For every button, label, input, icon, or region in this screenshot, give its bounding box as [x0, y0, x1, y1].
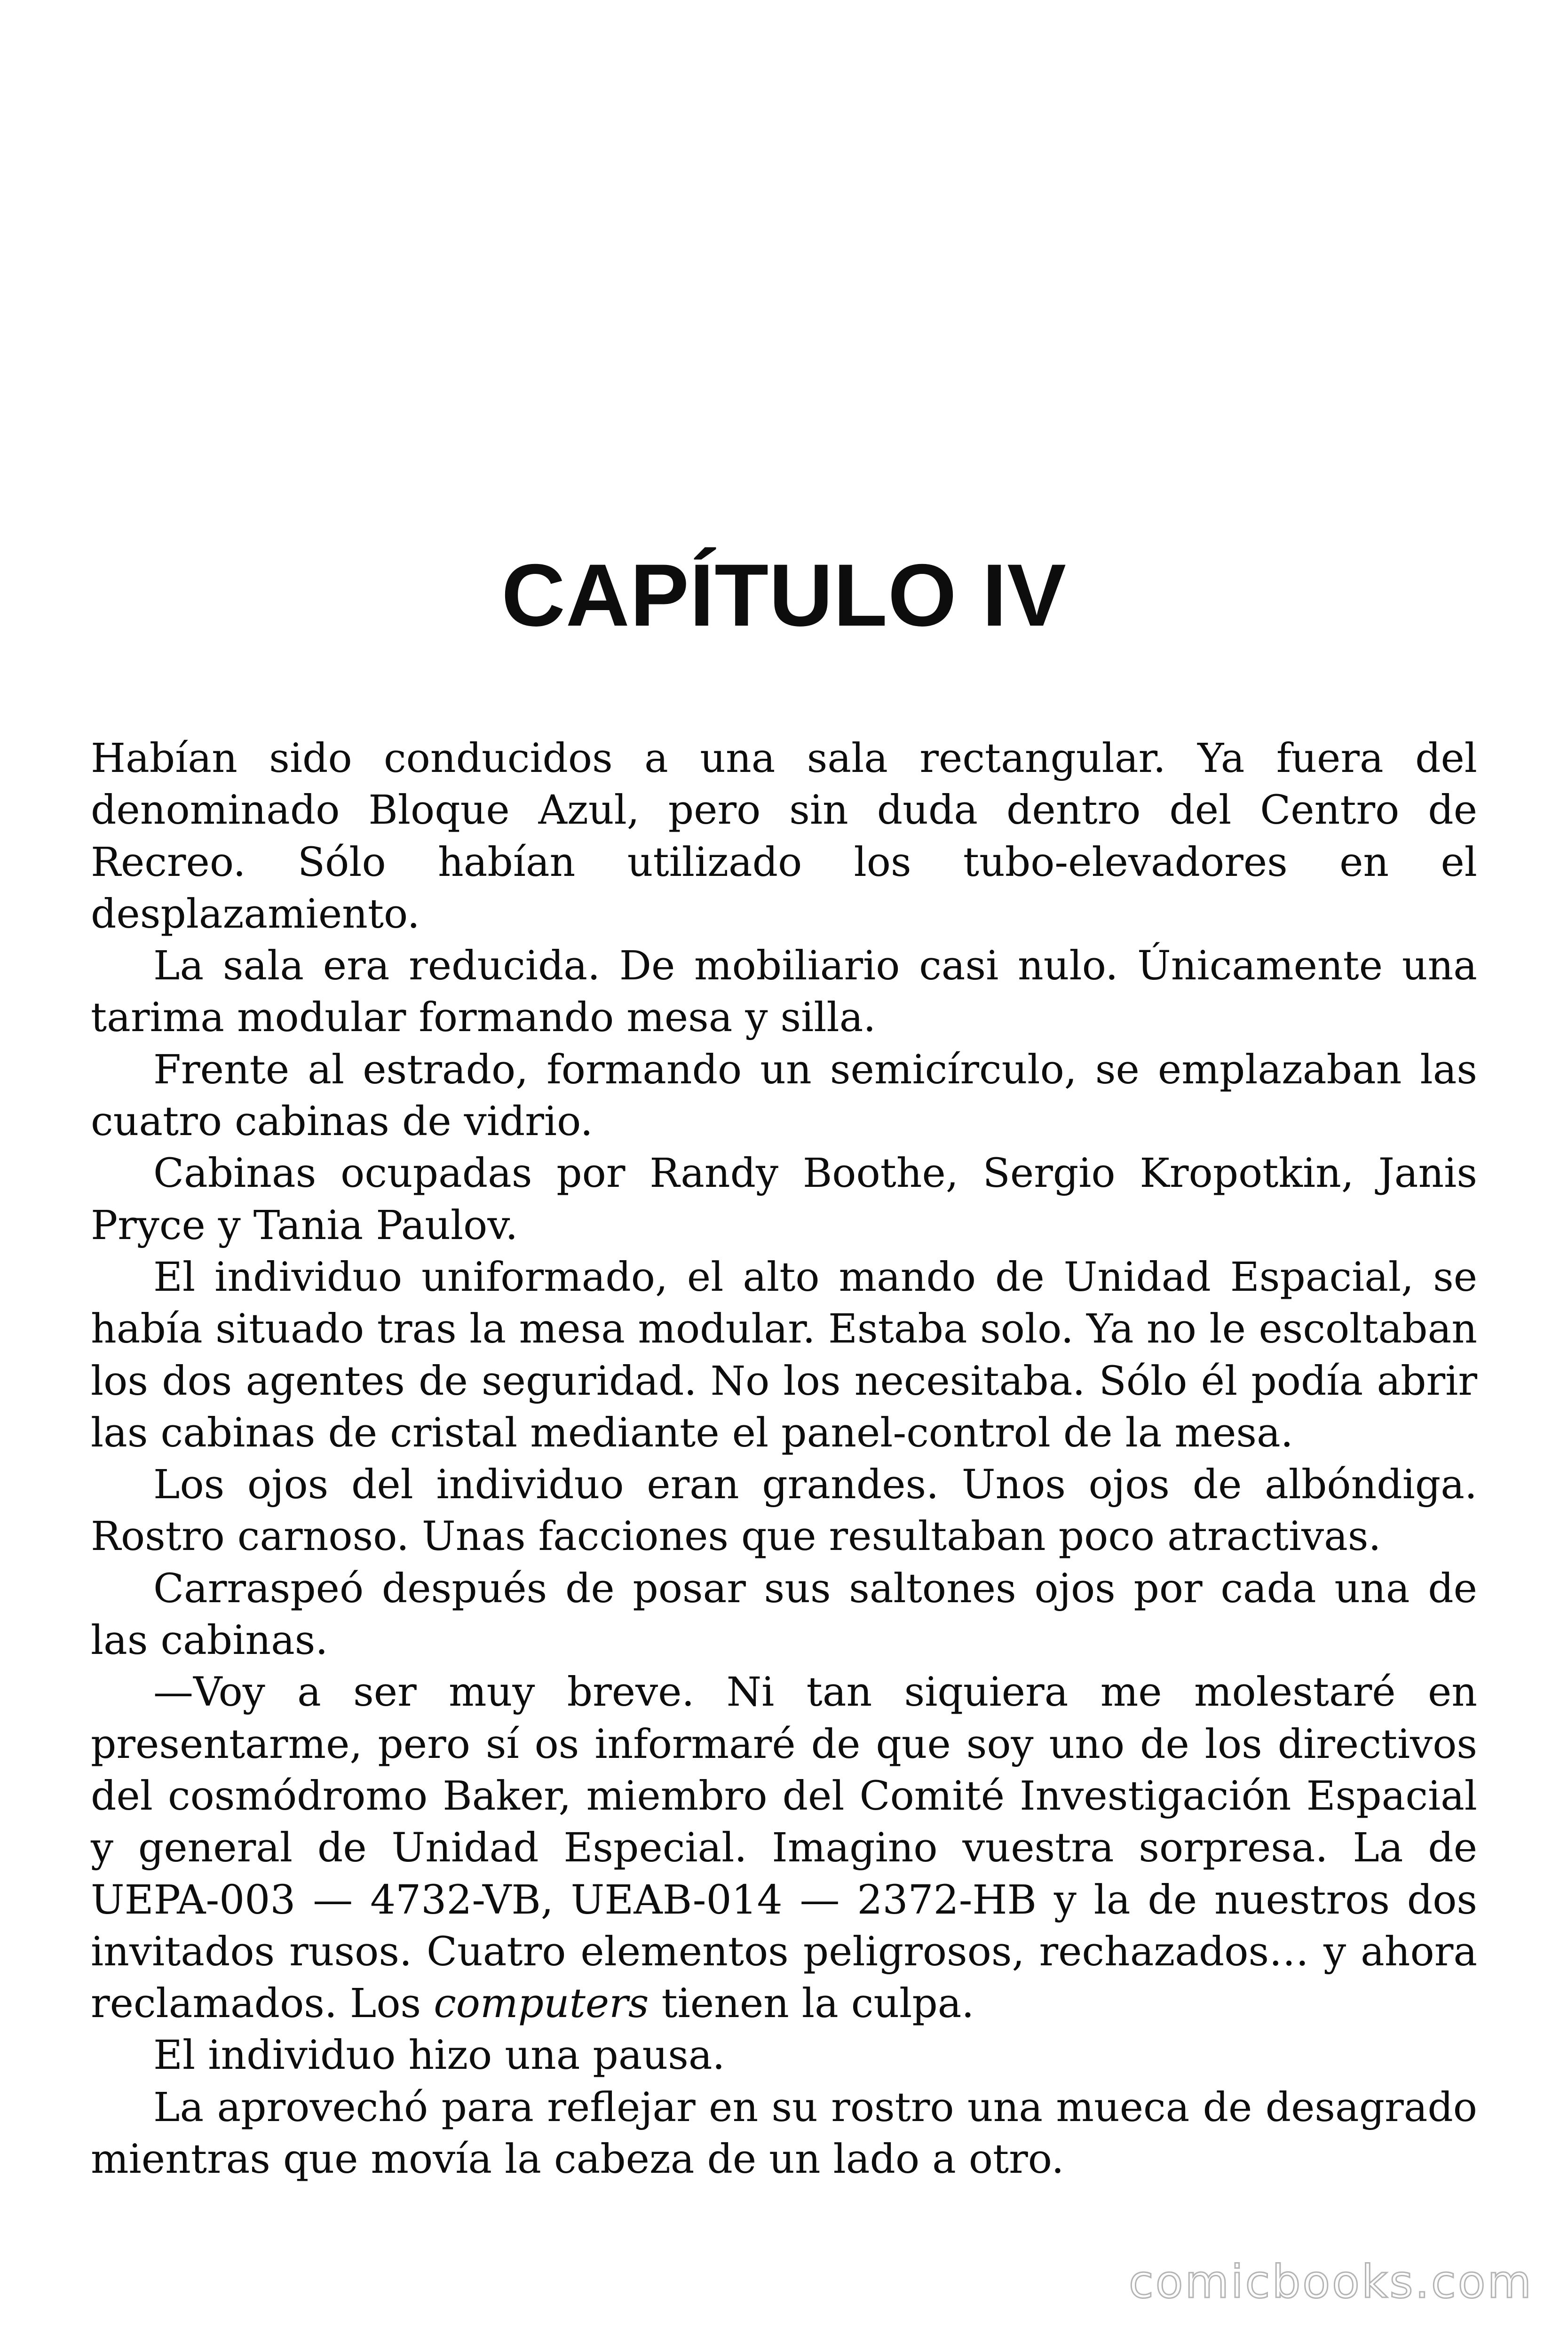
chapter-title: CAPÍTULO IV: [501, 546, 1067, 644]
paragraph: El individuo uniformado, el alto mando de Unidad Espacial, se había situado tras la mesa modular. Estaba solo. Ya no le escoltaban los dos agentes de seguridad. No los necesitaba. Sólo él podía abrir las cabinas de cristal mediante el panel-control de la mesa.: [91, 1254, 1477, 1456]
paragraph: Los ojos del individuo eran grandes. Unos ojos de albóndiga. Rostro carnoso. Unas facciones que resultaban poco atractivas.: [91, 1462, 1477, 1560]
paragraph: Frente al estrado, formando un semicírculo, se emplazaban las cuatro cabinas de vidrio.: [91, 1046, 1477, 1145]
paragraph: El individuo hizo una pausa.: [153, 2032, 725, 2079]
paragraph-text: —Voy a ser muy breve. Ni tan siquiera me molestaré en presentarme, pero sí os informaré de que soy uno de los directivos del cosmódromo Baker, miembro del Comité Investigación Espacial y general de Unidad Especial. Imagino vuestra sorpresa. La de UEPA-003 — 4732-VB, UEAB-014 — 2372-HB y la de nuestros dos invitados rusos. Cuatro elementos peligrosos, rechazados… y ahora reclamados. Los: [91, 1669, 1477, 2027]
paragraph: La aprovechó para reflejar en su rostro una mueca de desagrado mientras que movía la cabeza de un lado a otro.: [91, 2084, 1477, 2183]
paragraph-text: tienen la culpa.: [649, 1980, 974, 2027]
italic-word: computers: [434, 1980, 649, 2027]
paragraph: Cabinas ocupadas por Randy Boothe, Sergio Kropotkin, Janis Pryce y Tania Paulov.: [91, 1150, 1477, 1249]
paragraph-dialogue: [91, 1667, 1477, 2030]
paragraph: La sala era reducida. De mobiliario casi nulo. Únicamente una tarima modular formando mesa y silla.: [91, 943, 1477, 1041]
paragraph: Carraspeó después de posar sus saltones ojos por cada una de las cabinas.: [91, 1565, 1477, 1664]
site-watermark: comicbooks.com: [1128, 2256, 1533, 2308]
chapter-body: [91, 733, 1477, 2185]
paragraph: Habían sido conducidos a una sala rectangular. Ya fuera del denominado Bloque Azul, pero sin duda dentro del Centro de Recreo. Sólo habían utilizado los tubo-elevadores en el desplazamiento.: [91, 735, 1477, 938]
